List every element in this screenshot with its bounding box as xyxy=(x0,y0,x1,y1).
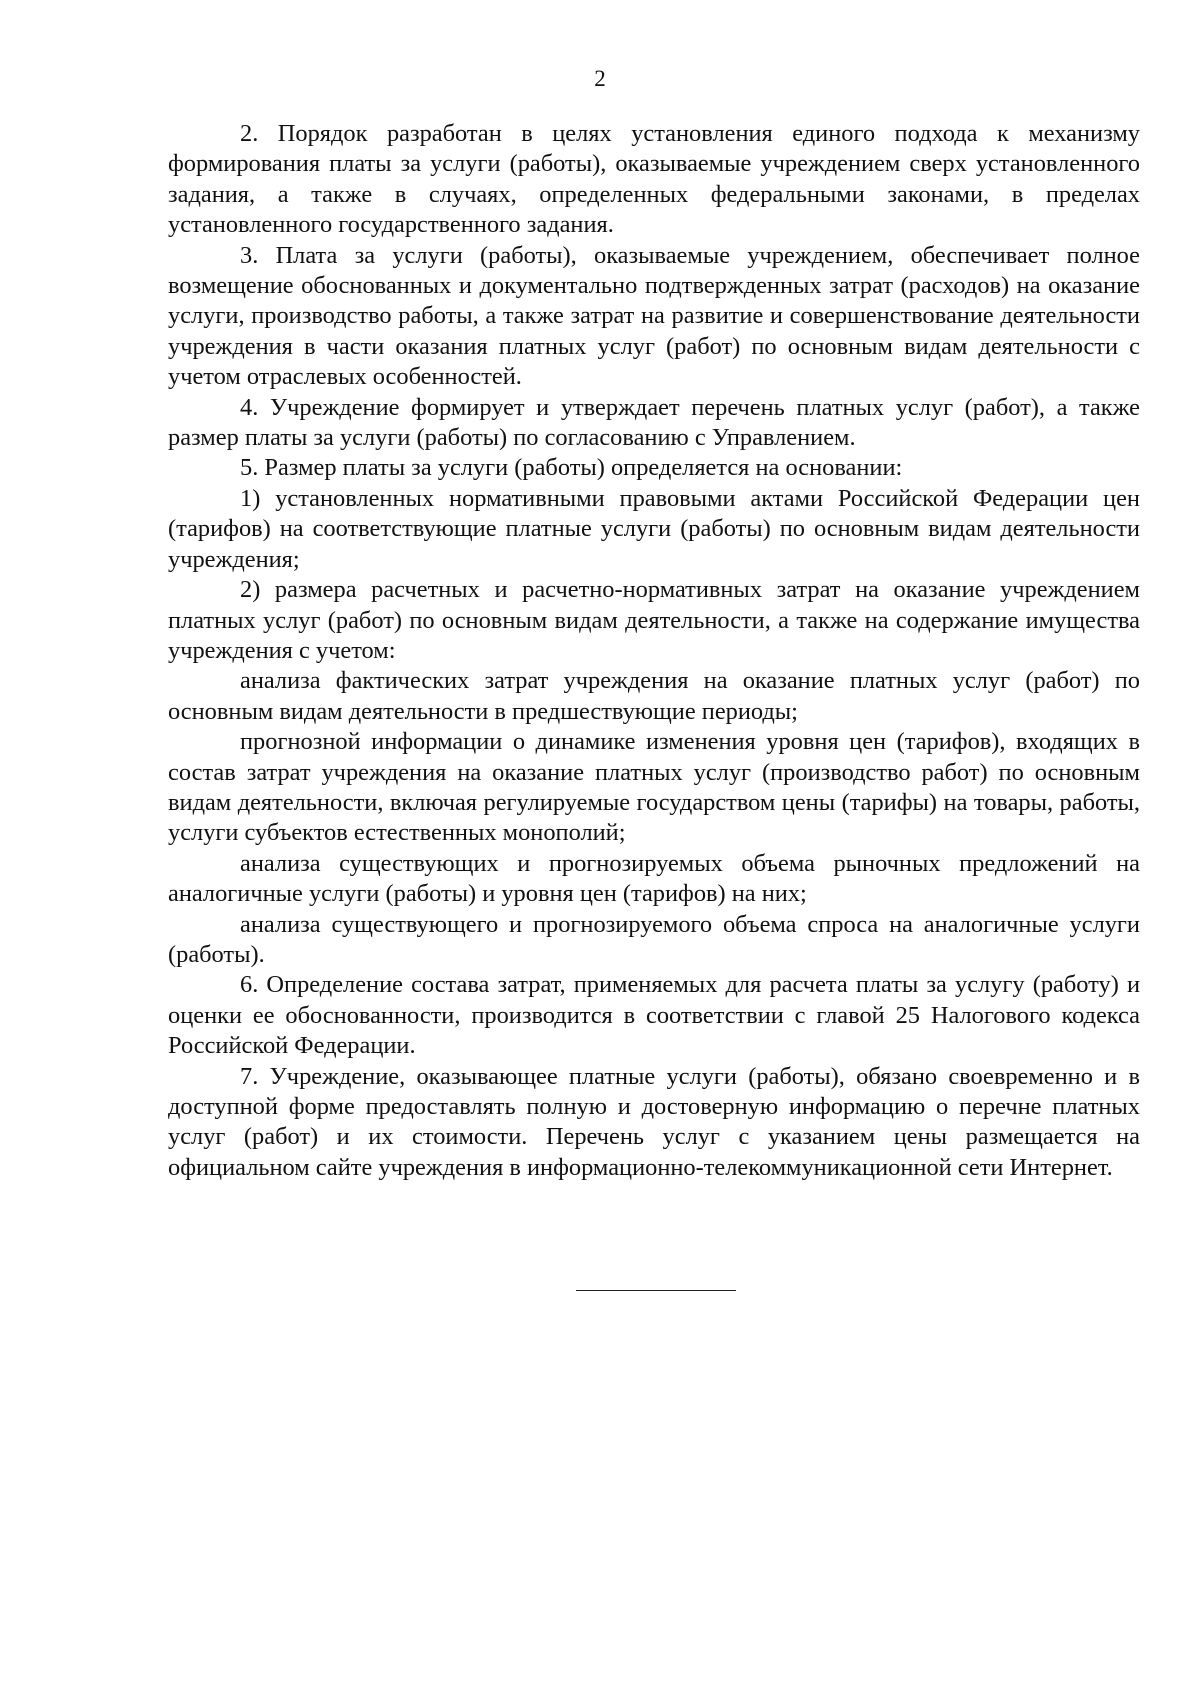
document-body xyxy=(168,119,1140,1183)
end-of-document-rule xyxy=(576,1290,736,1291)
paragraph-5-item-2-analysis-supply: анализа существующих и прогнозируемых объема рыночных предложений на аналогичные услуги (работы) и уровня цен (тарифов) на них; xyxy=(168,849,1140,908)
paragraph-3: 3. Плата за услуги (работы), оказываемые учреждением, обеспечивает полное возмещение обоснованных и документально подтвержденных затрат (расходов) на оказание услуги, производство работы, а также затрат на развитие и совершенствование деятельности учреждения в части оказания платных услуг (работ) по основным видам деятельности с учетом отраслевых особенностей. xyxy=(168,241,1140,391)
paragraph-5-item-2-analysis-demand: анализа существующего и прогнозируемого объема спроса на аналогичные услуги (работы). xyxy=(168,910,1140,968)
paragraph-5: 5. Размер платы за услуги (работы) определяется на основании: xyxy=(240,454,903,482)
paragraph-4: 4. Учреждение формирует и утверждает перечень платных услуг (работ), а также размер платы за услуги (работы) по согласованию с Управлением. xyxy=(168,393,1140,452)
paragraph-5-item-2: 2) размера расчетных и расчетно-нормативных затрат на оказание учреждением платных услуг (работ) по основным видам деятельности, а также на содержание имущества учреждения с учетом: xyxy=(168,576,1140,664)
paragraph-5-item-2-forecast-prices: прогнозной информации о динамике изменения уровня цен (тарифов), входящих в состав затрат учреждения на оказание платных услуг (производство работ) по основным видам деятельности, включая регулируемые государством цены (тарифы) на товары, работы, услуги субъектов естественных монополий; xyxy=(168,728,1140,847)
paragraph-5-item-2-analysis-costs: анализа фактических затрат учреждения на оказание платных услуг (работ) по основным видам деятельности в предшествующие периоды; xyxy=(168,667,1140,725)
paragraph-5-item-1: 1) установленных нормативными правовыми актами Российской Федерации цен (тарифов) на соответствующие платные услуги (работы) по основным видам деятельности учреждения; xyxy=(168,484,1140,573)
paragraph-7: 7. Учреждение, оказывающее платные услуги (работы), обязано своевременно и в доступной форме предоставлять полную и достоверную информацию о перечне платных услуг (работ) и их стоимости. Перечень услуг с указанием цены размещается на официальном сайте учреждения в информационно-телекоммуникационной сети Интернет. xyxy=(168,1062,1140,1181)
paragraph-6: 6. Определение состава затрат, применяемых для расчета платы за услугу (работу) и оценки ее обоснованности, производится в соответствии с главой 25 Налогового кодекса Российской Федерации. xyxy=(168,971,1140,1060)
page-number: 2 xyxy=(594,66,606,91)
paragraph-2: 2. Порядок разработан в целях установления единого подхода к механизму формирования платы за услуги (работы), оказываемые учреждением сверх установленного задания, а также в случаях, определенных федеральными законами, в пределах установленного государственного задания. xyxy=(168,120,1140,239)
